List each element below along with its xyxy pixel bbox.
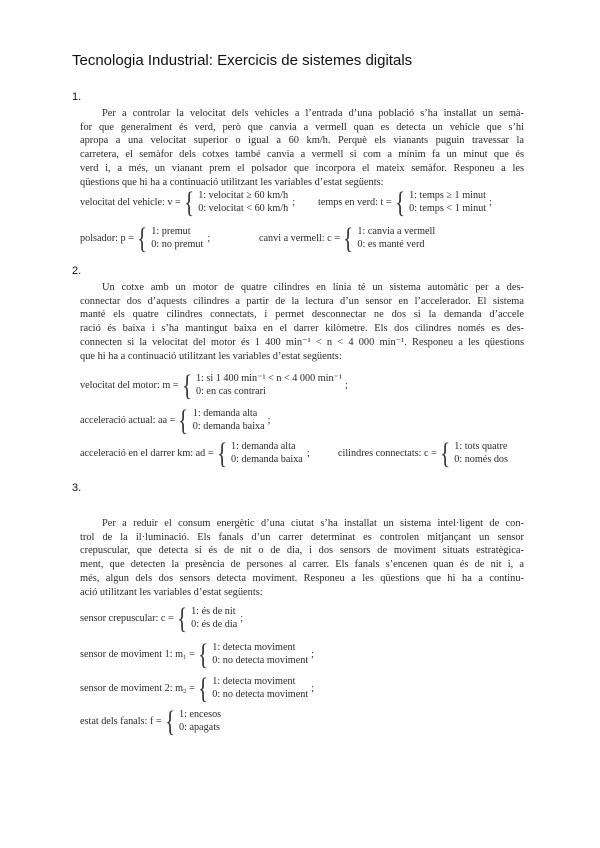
exercise-2-statement bbox=[80, 281, 524, 363]
option-0: 0: no premut bbox=[151, 238, 204, 250]
variable-canvi-vermell bbox=[259, 221, 436, 255]
statement-line: que hi ha a continuació utilitzant les variables d’estat següents: bbox=[80, 350, 342, 362]
variable-velocitat-motor bbox=[80, 368, 348, 402]
brace-symbol: { bbox=[198, 671, 209, 705]
statement-line: Per a controlar la velocitat dels vehicles a l’entrada d’una població s’ha installat un semà- bbox=[102, 108, 524, 119]
brace-symbol: { bbox=[439, 436, 451, 470]
brace-symbol: { bbox=[216, 436, 227, 470]
variable-options bbox=[357, 226, 435, 251]
statement-line: ació utilitzant les variables d’estat següents: bbox=[80, 586, 263, 598]
variable-sensor-moviment-1 bbox=[80, 637, 314, 671]
statement-line: ració és baixa i s’ha mantingut baixa en el darrer kilòmetre. Els dos cilindres només es des- bbox=[80, 323, 524, 335]
brace-symbol: { bbox=[181, 368, 192, 402]
variable-options bbox=[191, 606, 237, 631]
variable-options bbox=[198, 190, 288, 215]
variable-options bbox=[193, 408, 265, 433]
separator: ; bbox=[306, 448, 310, 459]
variable-options bbox=[151, 226, 203, 251]
statement-line: connectar dos d’aquests cilindres a partir de la lectura d’un sensor en l’accelerador. El sistema bbox=[80, 295, 524, 307]
variable-options bbox=[212, 676, 308, 701]
option-1: 1: encesos bbox=[178, 709, 222, 720]
option-0: 0: velocitat < 60 km/h bbox=[198, 202, 289, 214]
statement-line: connecten si la velocitat del motor és 1 400 min⁻¹ < n < 4 000 min⁻¹. Responeu a les qüestions bbox=[80, 336, 524, 348]
variable-label: sensor crepuscular: c = bbox=[80, 613, 174, 624]
variable-velocitat-vehicle bbox=[80, 185, 299, 219]
option-1: 1: és de nit bbox=[191, 606, 236, 617]
variable-options bbox=[212, 642, 308, 667]
option-1: 1: canvia a vermell bbox=[357, 226, 436, 237]
variable-acceleracio-darrer-km bbox=[80, 436, 314, 470]
variable-options bbox=[179, 709, 221, 734]
variable-label: polsador: p = bbox=[80, 233, 134, 244]
statement-line: apropa a una velocitat superior o igual a 60 km/h. Perquè els vianants puguin travessar la bbox=[80, 135, 524, 147]
option-1: 1: velocitat ≥ 60 km/h bbox=[198, 190, 289, 201]
statement-line: manté els quatre cilindres connectats, i permet desconnectar ne dos si la demanda d’accele bbox=[80, 309, 524, 321]
brace-symbol: { bbox=[183, 185, 195, 219]
statement-line: més, algun dels dos sensors detecta moviment. Responeu a les qüestions que hi ha a continu- bbox=[80, 572, 524, 584]
variable-label: velocitat del vehicle: v = bbox=[80, 197, 181, 208]
exercise-3-statement bbox=[80, 517, 524, 599]
statement-line: Un cotxe amb un motor de quatre cilindres en línia té un sistema automàtic per a des- bbox=[102, 282, 524, 293]
exercise-2-number: 2. bbox=[72, 265, 82, 277]
variable-sensor-moviment-2 bbox=[80, 671, 314, 705]
option-1: 1: detecta moviment bbox=[212, 642, 296, 653]
variable-label: sensor de moviment 1: m₁ = bbox=[80, 649, 195, 660]
brace-symbol: { bbox=[176, 601, 187, 635]
separator: ; bbox=[240, 613, 244, 624]
statement-line: Per a reduir el consum energètic d’una ciutat s’ha installat un sistema intel·ligent de con- bbox=[102, 518, 524, 529]
option-0: 0: només dos bbox=[454, 453, 508, 465]
option-0: 0: demanda baixa bbox=[192, 420, 265, 432]
variable-label: sensor de moviment 2: m₂ = bbox=[80, 683, 195, 694]
variable-polsador bbox=[80, 221, 214, 255]
variable-label: acceleració actual: aa = bbox=[80, 415, 176, 426]
option-1: 1: detecta moviment bbox=[212, 676, 296, 687]
separator: ; bbox=[207, 233, 211, 244]
exercise-3-number: 3. bbox=[72, 482, 82, 494]
separator: ; bbox=[345, 380, 348, 391]
variable-options bbox=[409, 190, 486, 215]
variable-options bbox=[454, 441, 508, 466]
separator: ; bbox=[489, 197, 492, 208]
brace-symbol: { bbox=[394, 185, 405, 219]
option-0: 0: no detecta moviment bbox=[212, 654, 309, 666]
statement-line: trol de la il·luminació. Els fanals d’un carrer determinat es controlen mitjançant un sensor bbox=[80, 531, 524, 543]
separator: ; bbox=[311, 683, 314, 694]
brace-symbol: { bbox=[178, 403, 189, 437]
option-1: 1: temps ≥ 1 minut bbox=[409, 190, 486, 201]
variable-label: canvi a vermell: c = bbox=[259, 233, 340, 244]
option-0: 0: és de dia bbox=[191, 618, 238, 630]
brace-symbol: { bbox=[164, 704, 175, 738]
option-0: 0: apagats bbox=[178, 721, 220, 733]
brace-symbol: { bbox=[137, 221, 148, 255]
variable-temps-verd bbox=[318, 185, 492, 219]
option-0: 0: temps < 1 minut bbox=[409, 202, 487, 214]
statement-line: carretera, el semàfor dels cotxes també canvia a vermell si com a mínim fa un minut que és bbox=[80, 149, 524, 161]
variable-label: estat dels fanals: f = bbox=[80, 716, 162, 727]
variable-label: cilindres connectats: c = bbox=[338, 448, 437, 459]
variable-cilindres-connectats bbox=[338, 436, 508, 470]
variable-options bbox=[231, 441, 303, 466]
option-0: 0: es manté verd bbox=[357, 238, 425, 250]
exercise-1-statement bbox=[80, 107, 524, 189]
option-1: 1: demanda alta bbox=[230, 441, 296, 452]
statement-line: ment, que detecten la presència de persones al carrer. Els fanals s’encenen quan és de nit i, a bbox=[80, 559, 524, 571]
option-1: 1: demanda alta bbox=[192, 408, 258, 419]
separator: ; bbox=[292, 197, 296, 208]
variable-estat-fanals bbox=[80, 704, 222, 738]
exercise-1-number: 1. bbox=[72, 91, 82, 103]
separator: ; bbox=[267, 415, 271, 426]
separator: ; bbox=[311, 649, 314, 660]
variable-label: temps en verd: t = bbox=[318, 197, 392, 208]
statement-line: for que generalment és verd, però que canvia a vermell quan es detecta un vehicle que s’hi bbox=[80, 121, 524, 133]
variable-options bbox=[196, 373, 342, 398]
variable-sensor-crepuscular bbox=[80, 601, 244, 635]
variable-label: velocitat del motor: m = bbox=[80, 380, 179, 391]
page-title: Tecnologia Industrial: Exercicis de sistemes digitals bbox=[72, 52, 413, 69]
option-1: 1: tots quatre bbox=[454, 441, 508, 452]
brace-symbol: { bbox=[198, 637, 209, 671]
variable-acceleracio-actual bbox=[80, 403, 271, 437]
statement-line: crepuscular, que detecta si és de nit o de dia, i dos sensors de moviment situats estratègica- bbox=[80, 545, 524, 557]
statement-line: verd i, a més, un vianant prem el polsador que incorpora el mateix semàfor. Responeu a les bbox=[80, 162, 524, 174]
option-0: 0: en cas contrari bbox=[195, 385, 266, 397]
statement-line: qüestions que hi ha a continuació utilitzant les variables d’estat següents: bbox=[80, 176, 384, 188]
option-0: 0: no detecta moviment bbox=[212, 688, 309, 700]
option-0: 0: demanda baixa bbox=[230, 453, 303, 465]
option-1: 1: si 1 400 min⁻¹ < n < 4 000 min⁻¹ bbox=[195, 373, 343, 384]
variable-label: acceleració en el darrer km: ad = bbox=[80, 448, 214, 459]
brace-symbol: { bbox=[343, 221, 354, 255]
option-1: 1: premut bbox=[151, 226, 191, 237]
